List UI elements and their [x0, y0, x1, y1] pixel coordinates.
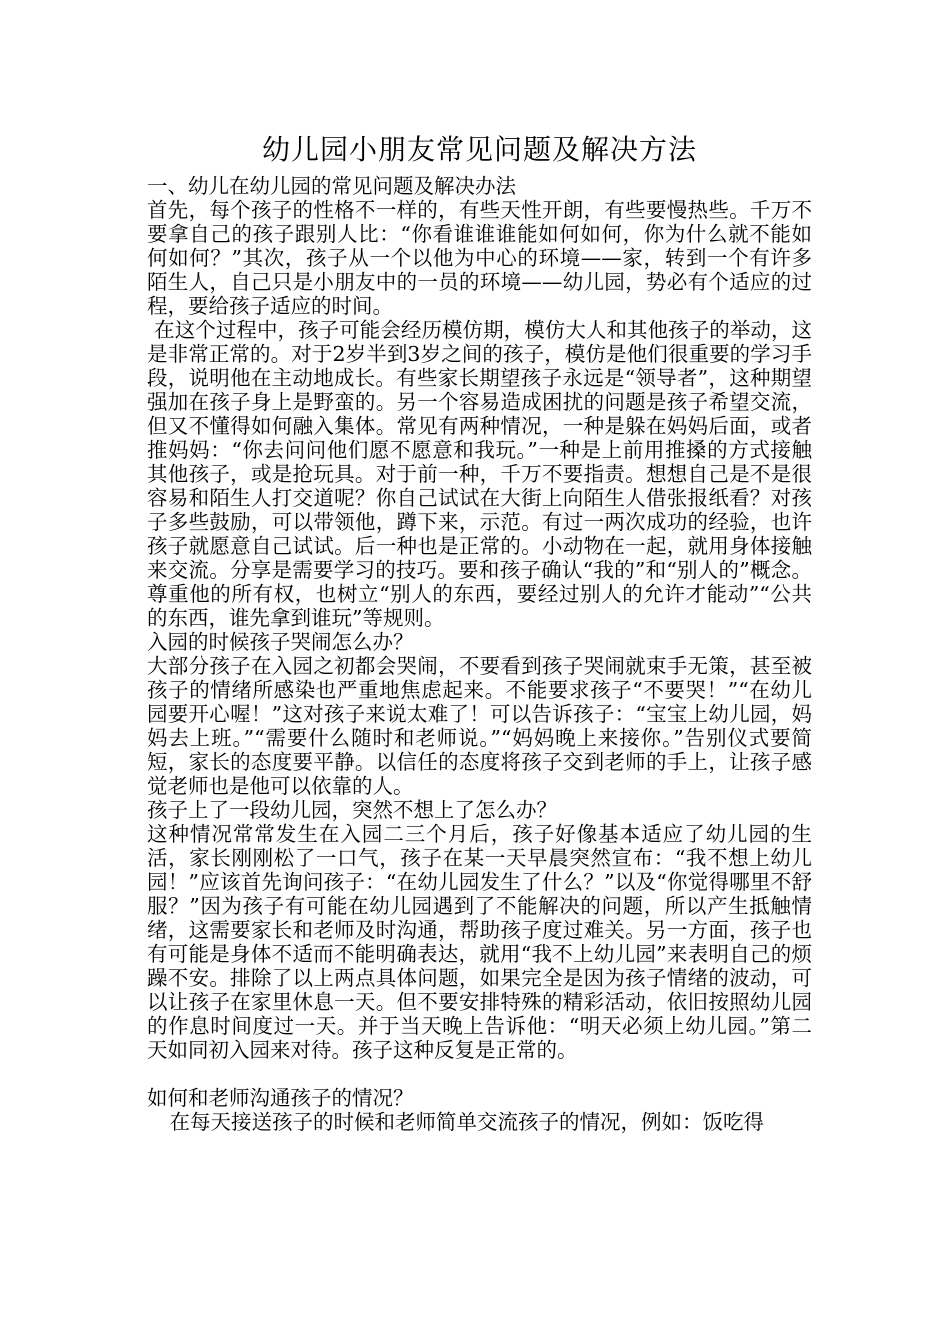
paragraph-4: 这种情况常常发生在入园二三个月后，孩子好像基本适应了幼儿园的生活，家长刚刚松了一口气，孩子在某一天早晨突然宣布：“我不想上幼儿园！”应该首先询问孩子：“在幼儿园发生了什么？”以及“你觉得哪里不舒服？”因为孩子有可能在幼儿园遇到了不能解决的问题，所以产生抵触情绪，这需要家长和老师及时沟通，帮助孩子度过难关。另一方面，孩子也有可能是身体不适而不能明确表达，就用“我不上幼儿园”来表明自己的烦躁不安。排除了以上两点具体问题，如果完全是因为孩子情绪的波动，可以让孩子在家里休息一天。但不要安排特殊的精彩活动，依旧按照幼儿园的作息时间度过一天。并于当天晚上告诉他：“明天必须上幼儿园。”第二天如同初入园来对待。孩子这种反复是正常的。	[147, 822, 812, 1062]
question-heading-3: 如何和老师沟通孩子的情况？	[147, 1086, 414, 1110]
paragraph-3: 大部分孩子在入园之初都会哭闹，不要看到孩子哭闹就束手无策，甚至被孩子的情绪所感染也严重地焦虑起来。不能要求孩子“不要哭！”“在幼儿园要开心喔！”这对孩子来说太难了！可以告诉孩子：“宝宝上幼儿园，妈妈去上班。”“需要什么随时和老师说。”“妈妈晚上来接你。”告别仪式要简短，家长的态度要平静。以信任的态度将孩子交到老师的手上，让孩子感觉老师也是他可以依靠的人。	[147, 654, 812, 798]
paragraph-1: 首先，每个孩子的性格不一样的，有些天性开朗，有些要慢热些。千万不要拿自己的孩子跟别人比：“你看谁谁谁能如何如何，你为什么就不能如何如何？”其次，孩子从一个以他为中心的环境——家，转到一个有许多陌生人，自己只是小朋友中的一员的环境——幼儿园，势必有个适应的过程，要给孩子适应的时间。	[147, 198, 812, 318]
question-heading-1: 入园的时候孩子哭闹怎么办？	[147, 630, 414, 654]
question-heading-2: 孩子上了一段幼儿园，突然不想上了怎么办？	[147, 798, 557, 822]
paragraph-5: 在每天接送孩子的时候和老师简单交流孩子的情况，例如：饭吃得	[169, 1110, 765, 1134]
paragraph-2: 在这个过程中，孩子可能会经历模仿期，模仿大人和其他孩子的举动，这是非常正常的。对于2岁半到3岁之间的孩子，模仿是他们很重要的学习手段，说明他在主动地成长。有些家长期望孩子永远是“领导者”，这种期望强加在孩子身上是野蛮的。另一个容易造成困扰的问题是孩子希望交流，但又不懂得如何融入集体。常见有两种情况，一种是躲在妈妈后面，或者推妈妈：“你去问问他们愿不愿意和我玩。”一种是上前用推搡的方式接触其他孩子，或是抢玩具。对于前一种，千万不要指责。想想自己是不是很容易和陌生人打交道呢？你自己试试在大街上向陌生人借张报纸看？对孩子多些鼓励，可以带领他，蹲下来，示范。有过一两次成功的经验，也许孩子就愿意自己试试。后一种也是正常的。小动物在一起，就用身体接触来交流。分享是需要学习的技巧。要和孩子确认“我的”和“别人的”概念。尊重他的所有权，也树立“别人的东西，要经过别人的允许才能动”“公共的东西，谁先拿到谁玩”等规则。	[147, 318, 812, 630]
section-heading: 一、幼儿在幼儿园的常见问题及解决办法	[147, 174, 516, 198]
blank-line	[147, 1062, 812, 1086]
document-title: 幼儿园小朋友常见问题及解决方法	[261, 133, 697, 166]
document-page	[147, 130, 812, 1134]
